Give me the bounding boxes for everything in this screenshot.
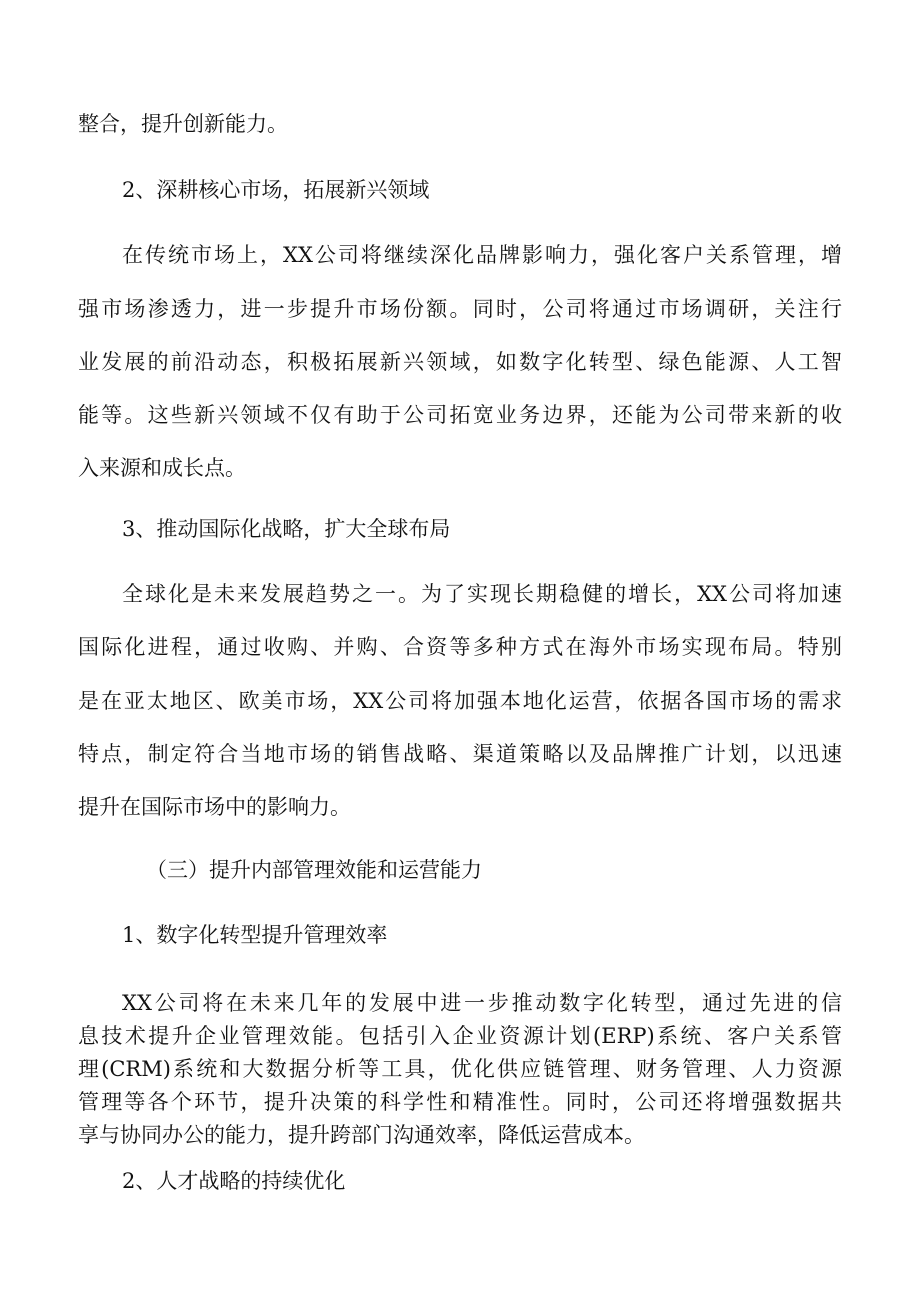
paragraph-line: 业发展的前沿动态，积极拓展新兴领域，如数字化转型、绿色能源、人工智 bbox=[78, 350, 842, 374]
paragraph-line: 在传统市场上，XX公司将继续深化品牌影响力，强化客户关系管理，增 bbox=[122, 243, 842, 267]
paragraph-line: 享与协同办公的能力，提升跨部门沟通效率，降低运营成本。 bbox=[78, 1123, 645, 1147]
paragraph-line: 强市场渗透力，进一步提升市场份额。同时，公司将通过市场调研，关注行 bbox=[78, 297, 842, 321]
paragraph-line: 提升在国际市场中的影响力。 bbox=[78, 795, 351, 819]
section-heading: 2、深耕核心市场，拓展新兴领域 bbox=[122, 178, 430, 202]
paragraph-line: XX公司将在未来几年的发展中进一步推动数字化转型，通过先进的信 bbox=[122, 991, 842, 1015]
paragraph-line: 入来源和成长点。 bbox=[78, 456, 246, 480]
paragraph-line: 全球化是未来发展趋势之一。为了实现长期稳健的增长，XX公司将加速 bbox=[122, 582, 842, 606]
paragraph-line: 理(CRM)系统和大数据分析等工具，优化供应链管理、财务管理、人力资源 bbox=[78, 1057, 842, 1081]
section-heading: 2、人才战略的持续优化 bbox=[122, 1169, 346, 1193]
paragraph-line: 整合，提升创新能力。 bbox=[78, 112, 288, 136]
subsection-heading: （三）提升内部管理效能和运营能力 bbox=[146, 858, 482, 882]
section-heading: 1、数字化转型提升管理效率 bbox=[122, 923, 388, 947]
paragraph-line: 特点，制定符合当地市场的销售战略、渠道策略以及品牌推广计划，以迅速 bbox=[78, 742, 842, 766]
paragraph-line: 国际化进程，通过收购、并购、合资等多种方式在海外市场实现布局。特别 bbox=[78, 635, 842, 659]
paragraph-line: 管理等各个环节，提升决策的科学性和精准性。同时，公司还将增强数据共 bbox=[78, 1090, 842, 1114]
paragraph-line: 能等。这些新兴领域不仅有助于公司拓宽业务边界，还能为公司带来新的收 bbox=[78, 403, 842, 427]
paragraph-line: 是在亚太地区、欧美市场，XX公司将加强本地化运营，依据各国市场的需求 bbox=[78, 689, 842, 713]
paragraph-line: 息技术提升企业管理效能。包括引入企业资源计划(ERP)系统、客户关系管 bbox=[78, 1024, 842, 1048]
section-heading: 3、推动国际化战略，扩大全球布局 bbox=[122, 517, 451, 541]
